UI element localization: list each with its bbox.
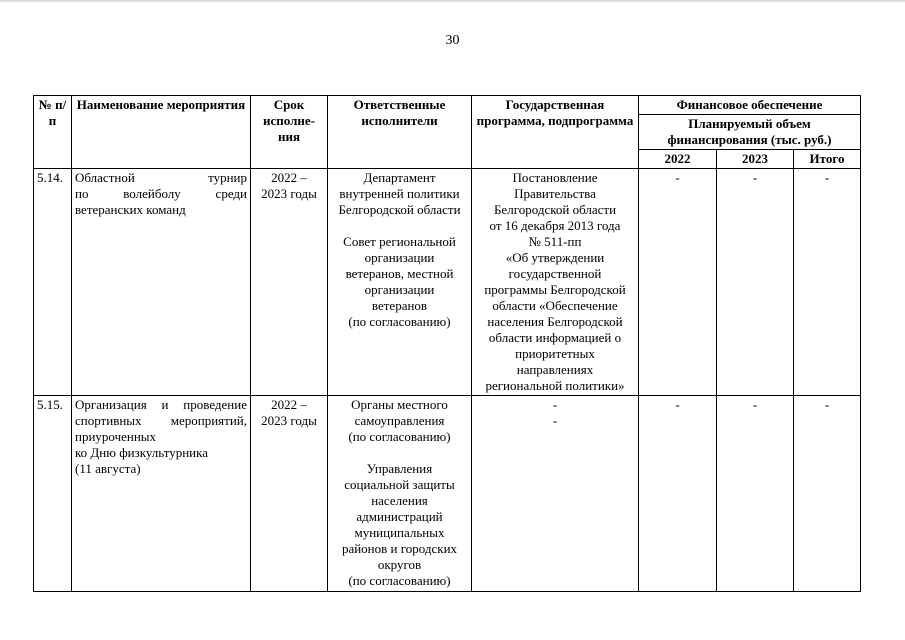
event-name-line: ко Дню физкультурника [75,445,209,460]
event-name-line: по волейболу среди [75,186,247,201]
responsible-line: округов [377,557,422,572]
event-responsible [328,396,472,592]
responsible-line: населения [371,493,428,508]
header-total: Итого [794,150,861,169]
event-name-line: приуроченных [75,429,157,444]
header-finance: Финансовое обеспечение [639,96,861,115]
program-line: Правительства [514,186,596,201]
responsible-line: ветеранов, местной [345,266,454,281]
responsible-line: администраций [356,509,443,524]
program-line: области информацией о [488,330,622,345]
responsible-line: Органы местного [351,397,448,412]
header-2022: 2022 [639,150,717,169]
responsible-line [331,445,468,461]
responsible-line: социальной защиты [344,477,455,492]
responsible-line: внутренней политики [339,186,460,201]
program-line: от 16 декабря 2013 года [489,218,621,233]
responsible-line: организации [364,250,435,265]
program-line: приоритетных [515,346,595,361]
program-line: - [552,397,558,412]
value-2022: - [639,396,717,592]
responsible-line: (по согласованию) [348,573,451,588]
header-num: № п/п [34,96,72,169]
program-line: Белгородской области [493,202,617,217]
value-total: - [794,396,861,592]
term-line: 2022 – [271,170,307,185]
event-program [472,396,639,592]
value-total: - [794,169,861,396]
term-line: 2022 – [271,397,307,412]
responsible-line: (по согласованию) [348,429,451,444]
responsible-line: самоуправления [354,413,445,428]
header-term: Срок исполне-ния [251,96,328,169]
event-program [472,169,639,396]
event-term [251,396,328,592]
event-responsible [328,169,472,396]
program-line: государственной [508,266,602,281]
header-planned: Планируемый объем финансирования (тыс. руб.) [639,115,861,150]
responsible-line: Белгородской области [338,202,461,217]
row-number: 5.15. [34,396,72,592]
event-name-line: (11 августа) [75,461,141,476]
responsible-line: Совет региональной [343,234,456,249]
responsible-line: Управления [366,461,433,476]
responsible-line: Департамент [363,170,436,185]
value-2023: - [717,396,794,592]
term-line: 2023 годы [261,413,317,428]
header-name: Наименование мероприятия [72,96,251,169]
term-line: 2023 годы [261,186,317,201]
scan-edge [0,0,905,3]
event-term [251,169,328,396]
responsible-line [331,218,468,234]
responsible-line: муниципальных [354,525,445,540]
responsible-line: (по согласованию) [348,314,451,329]
event-name-line: Областной турнир [75,170,247,185]
program-line: населения Белгородской [487,314,623,329]
program-line: области «Обеспечение [492,298,618,313]
program-line: региональной политики» [485,378,625,393]
header-responsible: Ответственные исполнители [328,96,472,169]
event-name [72,396,251,592]
program-line: Постановление [512,170,598,185]
event-name [72,169,251,396]
event-name-line: спортивных мероприятий, [75,413,247,428]
program-line: - [552,413,558,428]
row-number: 5.14. [34,169,72,396]
header-program: Государственная программа, подпрограмма [472,96,639,169]
responsible-line: ветеранов [371,298,428,313]
event-name-line: ветеранских команд [75,202,186,217]
responsible-line: районов и городских [341,541,458,556]
program-line: № 511-пп [528,234,582,249]
table-row [34,169,861,396]
program-line: направлениях [516,362,594,377]
events-table [33,95,861,592]
event-name-line: Организация и проведение [75,397,247,412]
table-row [34,396,861,592]
value-2023: - [717,169,794,396]
header-2023: 2023 [717,150,794,169]
program-line: программы Белгородской [484,282,626,297]
program-line: «Об утверждении [505,250,605,265]
responsible-line: организации [364,282,435,297]
page-number: 30 [445,33,460,48]
value-2022: - [639,169,717,396]
